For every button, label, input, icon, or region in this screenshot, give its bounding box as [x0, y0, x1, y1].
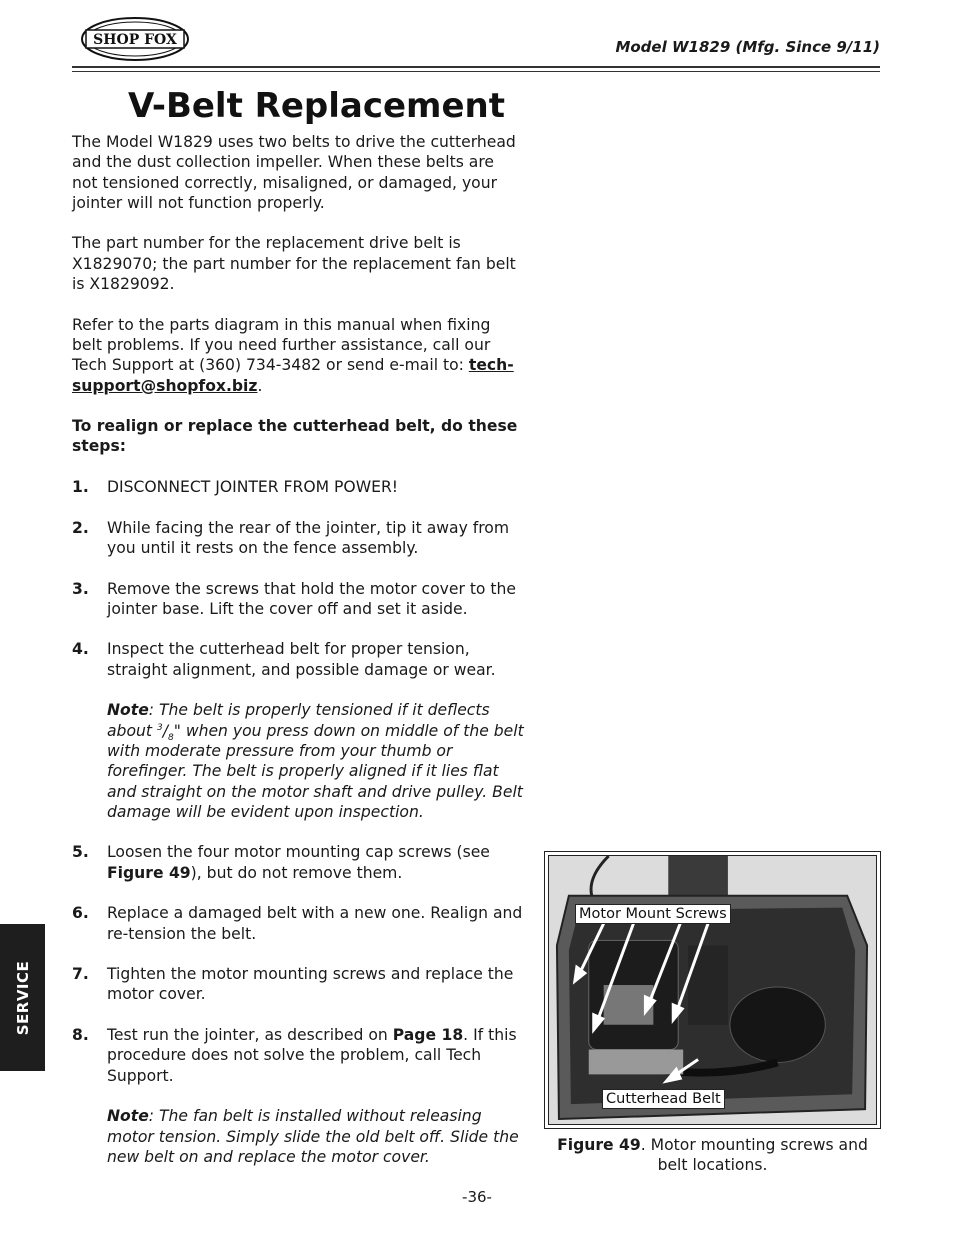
shop-fox-logo — [80, 16, 190, 62]
header-rule-thin — [72, 71, 880, 72]
step-3 — [72, 579, 524, 620]
step-text: DISCONNECT JOINTER FROM POWER! — [107, 478, 399, 497]
note-text-a: : The belt is properly tensioned if it deflects about — [107, 701, 490, 740]
step-text: Inspect the cutterhead belt for proper tension, straight alignment, and possible damage or wear. — [107, 640, 496, 679]
page-title: V-Belt Replacement — [128, 86, 506, 126]
page-number: -36- — [462, 1188, 492, 1206]
figure-reference: Figure 49 — [107, 863, 191, 882]
refer-end: . — [257, 376, 263, 395]
intro-paragraph: The Model W1829 uses two belts to drive the cutterhead and the dust collection impeller. When these belts are not tensioned correctly, misaligned, or damaged, your jointer will not function properly. — [72, 133, 516, 212]
figure-49-frame — [544, 851, 881, 1129]
figure-49-photo-area — [548, 855, 877, 1125]
tension-note — [72, 700, 524, 822]
header-rule — [72, 66, 880, 68]
logo-text: SHOP FOX — [93, 32, 177, 48]
step-6 — [72, 903, 524, 944]
fraction: $^3/_8$ — [156, 721, 174, 743]
caption-label: Figure 49 — [557, 1136, 641, 1154]
step-text: While facing the rear of the jointer, tip it away from you until it rests on the fence assembly. — [107, 518, 510, 557]
fraction-denominator: 8 — [167, 732, 174, 743]
side-tab-label: SERVICE — [13, 960, 32, 1035]
refer-paragraph — [72, 315, 524, 396]
part-numbers-paragraph: The part number for the replacement drive belt is X1829070; the part number for the replacement fan belt is X1829092. — [72, 234, 516, 294]
step-text: Replace a damaged belt with a new one. Realign and re-tension the belt. — [107, 904, 523, 943]
step-number: 7. — [72, 965, 89, 984]
step-7 — [72, 964, 524, 1005]
step-text-b: ), but do not remove them. — [190, 863, 403, 882]
step-number: 1. — [72, 478, 89, 497]
step-2 — [72, 518, 524, 559]
page-reference: Page 18 — [392, 1026, 464, 1045]
step-text: Tighten the motor mounting screws and replace the motor cover. — [107, 965, 514, 1004]
motor-mount-screws-callout: Motor Mount Screws — [575, 904, 731, 924]
step-number: 3. — [72, 579, 89, 598]
fraction-numerator: 3 — [156, 722, 163, 733]
note-label: Note — [107, 701, 149, 720]
step-number: 6. — [72, 904, 89, 923]
step-text-b: . If this procedure does not solve the problem, call Tech Support. — [107, 1026, 517, 1085]
step-text: Remove the screws that hold the motor cover to the jointer base. Lift the cover off and set it aside. — [107, 579, 517, 618]
motor-photo — [549, 856, 876, 1124]
cutterhead-belt-callout: Cutterhead Belt — [602, 1089, 725, 1109]
refer-text: Refer to the parts diagram in this manual when fixing belt problems. If you need further assistance, call our Tech Support at (360) 734-3482 or send e-mail to: — [72, 315, 491, 375]
step-5 — [72, 842, 524, 883]
step-8 — [72, 1025, 524, 1086]
note-text: : The fan belt is installed without releasing motor tension. Simply slide the old belt off. Slide the new belt on and replace the motor cover. — [107, 1107, 519, 1166]
step-4 — [72, 639, 524, 680]
main-text-column — [72, 132, 524, 1167]
note-text-b: " when you press down on middle of the belt with moderate pressure from your thumb or forefinger. The belt is properly aligned if it lies flat and straight on the motor shaft and drive pulley. Belt damage will be evident upon inspection. — [107, 721, 524, 821]
section-side-tab — [0, 924, 45, 1071]
steps-heading: To realign or replace the cutterhead belt, do these steps: — [72, 417, 518, 456]
step-text-a: Test run the jointer, as described on — [107, 1026, 393, 1045]
step-number: 4. — [72, 640, 89, 659]
figure-caption — [544, 1135, 881, 1176]
step-number: 5. — [72, 843, 89, 862]
step-text-a: Loosen the four motor mounting cap screws (see — [107, 843, 490, 862]
note-label: Note — [107, 1107, 149, 1126]
model-label: Model W1829 (Mfg. Since 9/11) — [615, 38, 880, 56]
support-email-link[interactable]: tech-support@shopfox.biz — [72, 356, 514, 395]
caption-text: . Motor mounting screws and belt locations. — [640, 1136, 868, 1175]
step-1 — [72, 477, 524, 497]
fan-belt-note — [72, 1106, 524, 1167]
step-number: 2. — [72, 518, 89, 537]
step-number: 8. — [72, 1026, 89, 1045]
